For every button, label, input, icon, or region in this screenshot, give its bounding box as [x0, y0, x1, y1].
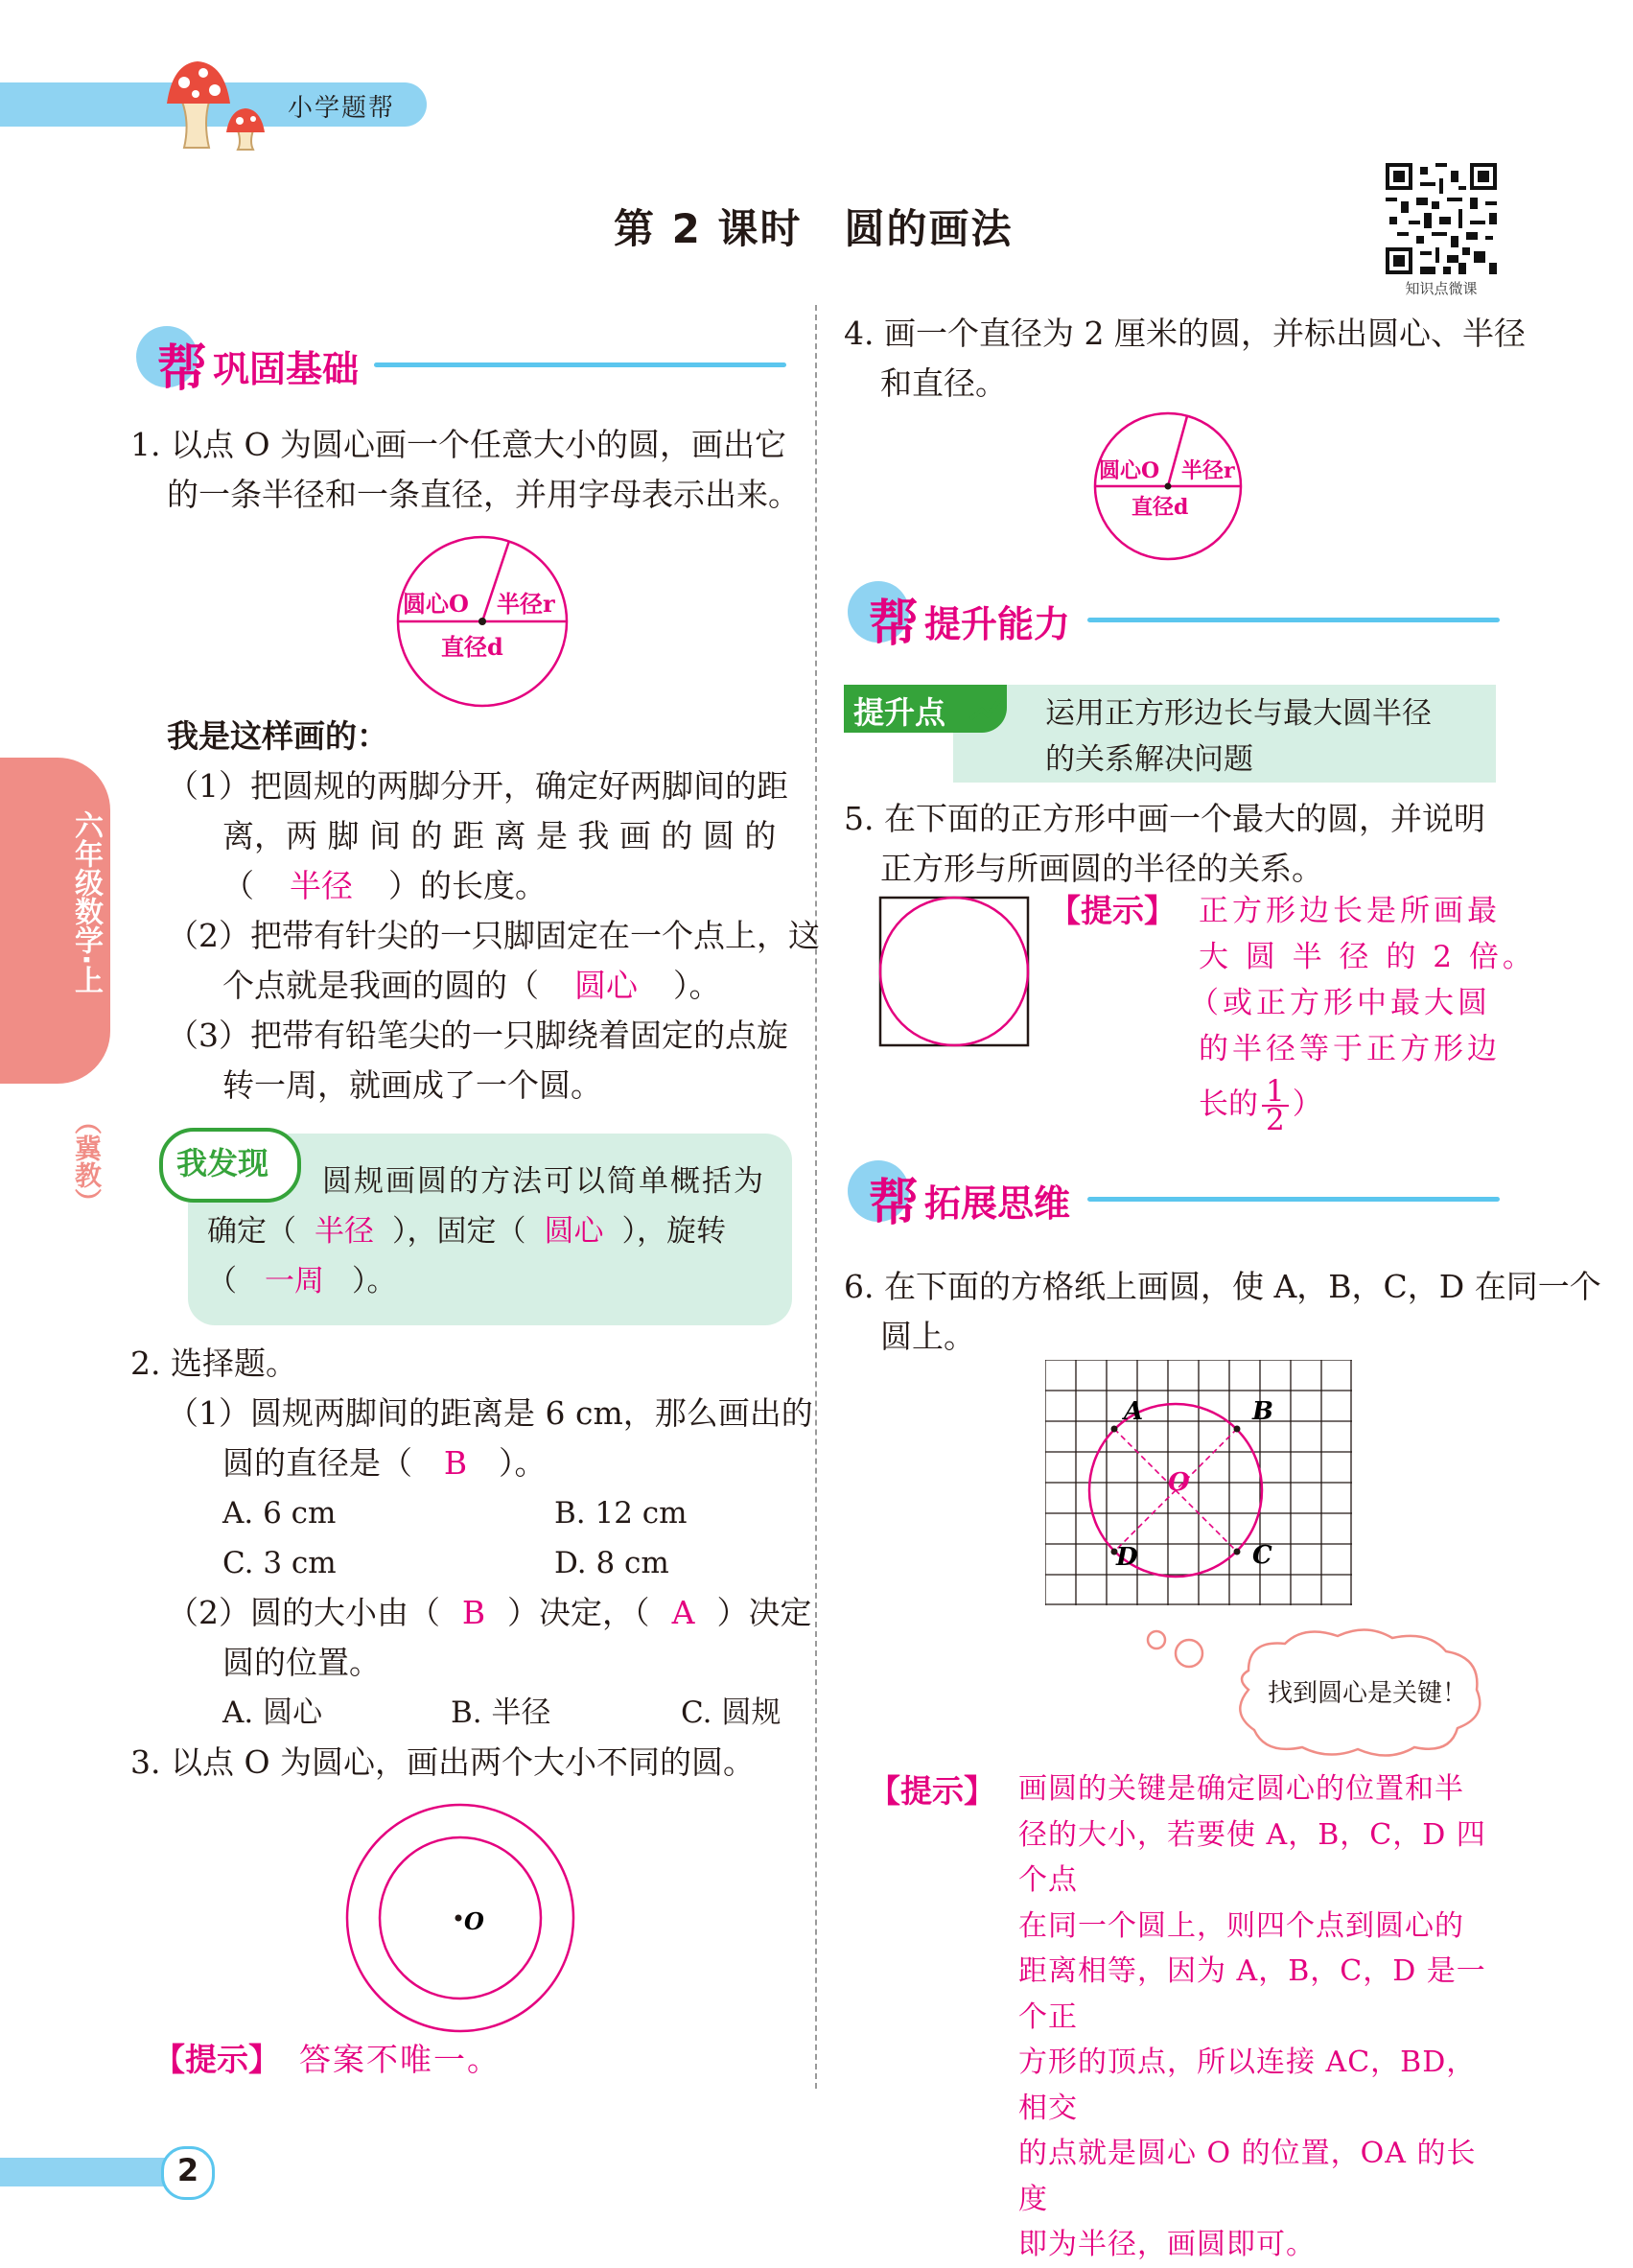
q5-line1: 5. 在下面的正方形中画一个最大的圆，并说明 — [844, 800, 1485, 837]
discover-line1: 圆规画圆的方法可以简单概括为 — [322, 1164, 765, 1199]
q1-step1-line3: （ 半径 ）的长度。 — [222, 861, 547, 911]
mushroom-logo-icon — [163, 56, 278, 152]
q3-concentric-circles — [338, 1795, 583, 2041]
q2-p1-option-b: B. 12 cm — [554, 1496, 688, 1531]
side-tab-grade: 六年级数学·上 — [69, 810, 103, 994]
q4-fig-diameter-label: 直径d — [1131, 495, 1189, 520]
q6-point-b: B — [1252, 1397, 1273, 1426]
q1-fig-diameter-label: 直径d — [441, 633, 503, 661]
q6-hint-label: 【提示】 — [869, 1772, 995, 1810]
q2-p1-line2: 圆的直径是（ B ）。 — [222, 1438, 547, 1488]
q2-p1-line1: （1）圆规两脚间的距离是 6 cm，那么画出的 — [167, 1394, 813, 1432]
discover-answer-1: 半径 — [315, 1214, 374, 1249]
q2-p2-answer-2: A — [671, 1594, 695, 1631]
section-badge: 帮 — [869, 596, 920, 653]
q3-hint-text: 答案不唯一。 — [299, 2041, 501, 2078]
qr-caption: 知识点微课 — [1405, 280, 1478, 297]
q5-line2: 正方形与所画圆的半径的关系。 — [880, 850, 1323, 887]
q4-line2: 和直径。 — [880, 364, 1007, 402]
q1-step2-line2: 个点就是我画的圆的（ 圆心 ）。 — [222, 961, 721, 1011]
fraction-denominator: 2 — [1266, 1103, 1285, 1137]
discover-line2: 确定（ 半径 ），固定（ 圆心 ），旋转 — [207, 1206, 726, 1256]
q2-p2-line1: （2）圆的大小由（ B ）决定，（ A ）决定 — [167, 1588, 812, 1638]
q5-square-circle — [878, 896, 1032, 1049]
discover-answer-3: 一周 — [265, 1264, 324, 1298]
q5-hint-line4: 的半径等于正方形边 — [1199, 1032, 1501, 1066]
q5-hint-line2: 大 圆 半 径 的 2 倍。 — [1199, 940, 1536, 974]
thought-bubble-text: 找到圆心是关键！ — [1268, 1679, 1468, 1708]
q2-title: 2. 选择题。 — [130, 1344, 297, 1382]
q1-step1-answer: 半径 — [290, 867, 353, 904]
section-header-extend — [848, 1160, 1500, 1237]
qr-code-icon[interactable] — [1386, 163, 1497, 274]
q4-circle-figure — [1082, 405, 1254, 568]
discover-label: 我发现 — [176, 1145, 269, 1181]
section-title-improve: 提升能力 — [924, 603, 1071, 645]
q1-step2-answer: 圆心 — [574, 967, 638, 1004]
q1-fig-center-label: 圆心O — [403, 590, 469, 618]
section-header-improve — [848, 581, 1500, 658]
q6-hint-line: 画圆的关键是确定圆心的位置和半 — [1018, 1772, 1464, 1806]
q1-step3-line1: （3）把带有铅笔尖的一只脚绕着固定的点旋 — [167, 1017, 788, 1054]
q1-line2: 的一条半径和一条直径，并用字母表示出来。 — [167, 476, 800, 513]
q1-fig-radius-label: 半径r — [497, 590, 555, 618]
section-badge: 帮 — [157, 340, 208, 398]
discover-answer-2: 圆心 — [544, 1214, 604, 1249]
q1-step3-line2: 转一周，就画成了一个圆。 — [222, 1066, 602, 1104]
q1-step1-line1: （1）把圆规的两脚分开，确定好两脚间的距 — [167, 767, 788, 805]
q6-point-a: A — [1124, 1397, 1144, 1426]
q2-p2-line2: 圆的位置。 — [222, 1644, 381, 1681]
page-number: 2 — [176, 2152, 199, 2188]
q3-hint — [153, 2035, 501, 2085]
q6-hint-line: 距离相等，因为 A，B，C，D 是一个正 — [1018, 1954, 1486, 2034]
q6-hint-line: 即为半径，画圆即可。 — [1018, 2228, 1316, 2261]
side-tab-edition: （冀教） — [71, 1108, 103, 1215]
q2-p1-option-d: D. 8 cm — [554, 1546, 669, 1580]
q6-hint-line: 方形的顶点，所以连接 AC，BD，相交 — [1018, 2046, 1477, 2125]
q6-line2: 圆上。 — [880, 1318, 975, 1355]
q6-grid-figure — [1045, 1360, 1352, 1605]
q4-fig-center-label: 圆心O — [1099, 458, 1160, 483]
q2-p1-answer: B — [443, 1444, 468, 1482]
q5-hint-line5: 长的 $\frac{1}{2}$ ） — [1199, 1074, 1322, 1137]
discover-line3: （ 一周 ）。 — [207, 1256, 397, 1306]
column-divider — [815, 305, 817, 2089]
q1-line1: 1. 以点 O 为圆心画一个任意大小的圆，画出它 — [130, 426, 787, 463]
arrow-up-icon — [967, 690, 1007, 727]
section-title-extend: 拓展思维 — [924, 1182, 1071, 1225]
q6-hint-line: 在同一个圆上，则四个点到圆心的 — [1018, 1908, 1464, 1943]
section-header-basic — [136, 326, 788, 403]
q1-circle-figure — [384, 526, 585, 717]
q6-point-d: D — [1116, 1543, 1138, 1572]
q2-p2-option-a: A. 圆心 — [222, 1695, 323, 1730]
fraction-numerator: 1 — [1262, 1078, 1289, 1107]
q5-hint-label: 【提示】 — [1049, 892, 1176, 929]
q2-p2-option-c: C. 圆规 — [681, 1695, 782, 1730]
q3-point-label: O — [464, 1907, 484, 1935]
q6-point-o: O — [1168, 1468, 1190, 1497]
improve-point-line2: 的关系解决问题 — [1045, 742, 1253, 777]
improve-point-label: 提升点 — [853, 694, 946, 731]
q3-hint-label: 【提示】 — [153, 2041, 280, 2078]
page-title: 第 2 课时 圆的画法 — [614, 205, 1014, 252]
q6-hint-line: 径的大小，若要使 A，B，C，D 四个点 — [1018, 1817, 1486, 1897]
q2-p2-option-b: B. 半径 — [451, 1695, 551, 1730]
improve-point-line1: 运用正方形边长与最大圆半径 — [1045, 696, 1432, 731]
q2-p1-option-a: A. 6 cm — [222, 1496, 337, 1531]
q1-how-title: 我是这样画的： — [167, 717, 388, 755]
q6-hint-body — [1018, 1766, 1498, 2268]
q6-hint-line: 的点就是圆心 O 的位置，OA 的长度 — [1018, 2137, 1477, 2216]
q6-point-c: C — [1252, 1541, 1272, 1570]
brand-name: 小学题帮 — [288, 94, 396, 123]
section-badge: 帮 — [869, 1175, 920, 1232]
q3-text: 3. 以点 O 为圆心，画出两个大小不同的圆。 — [130, 1743, 756, 1781]
section-title-basic: 巩固基础 — [213, 348, 360, 390]
q4-fig-radius-label: 半径r — [1181, 458, 1235, 483]
q5-hint-line3: （或正方形中最大圆 — [1189, 986, 1491, 1020]
q2-p2-answer-1: B — [461, 1594, 486, 1631]
q6-line1: 6. 在下面的方格纸上画圆，使 A，B，C，D 在同一个 — [844, 1268, 1601, 1305]
q2-p1-option-c: C. 3 cm — [222, 1546, 337, 1580]
q1-step2-line1: （2）把带有针尖的一只脚固定在一个点上，这 — [167, 917, 820, 954]
q1-step1-line2: 离，两 脚 间 的 距 离 是 我 画 的 圆 的 — [222, 817, 777, 854]
q5-hint-line1: 正方形边长是所画最 — [1199, 894, 1501, 928]
q4-line1: 4. 画一个直径为 2 厘米的圆，并标出圆心、半径 — [844, 315, 1526, 352]
